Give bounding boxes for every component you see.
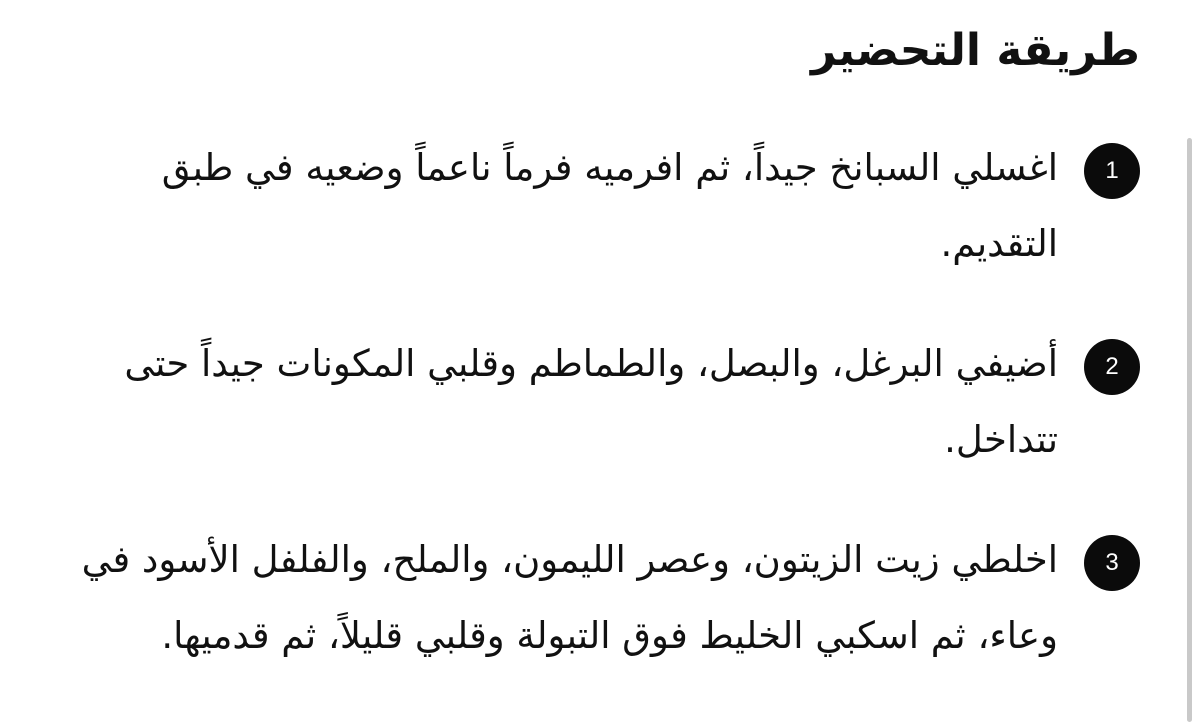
step-item-2 — [80, 326, 1140, 478]
step-text: اخلطي زيت الزيتون، وعصر الليمون، والملح، والفلفل الأسود في وعاء، ثم اسكبي الخليط فوق التبولة وقلبي قليلاً، ثم قدميها. — [81, 538, 1058, 657]
step-number-badge: 1 — [1084, 143, 1140, 199]
step-text: أضيفي البرغل، والبصل، والطماطم وقلبي المكونات جيداً حتى تتداخل. — [124, 342, 1058, 461]
step-item-1 — [80, 130, 1140, 282]
step-number-badge: 2 — [1084, 339, 1140, 395]
page-title: طريقة التحضير — [811, 25, 1140, 76]
vertical-scrollbar[interactable] — [1187, 138, 1192, 722]
preparation-steps-list — [80, 130, 1140, 674]
step-number-badge: 3 — [1084, 535, 1140, 591]
step-item-3 — [80, 522, 1140, 674]
step-text: اغسلي السبانخ جيداً، ثم افرميه فرماً ناعماً وضعيه في طبق التقديم. — [161, 146, 1058, 265]
